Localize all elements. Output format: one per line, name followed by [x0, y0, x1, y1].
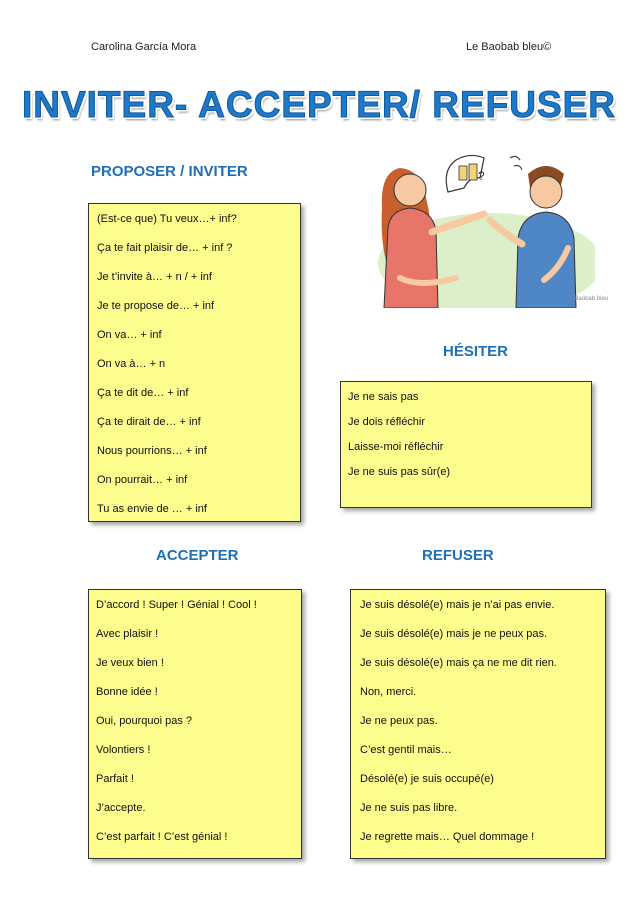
list-item: Oui, pourquoi pas ? — [96, 715, 193, 727]
list-item: Je suis désolé(e) mais ça ne me dit rien. — [360, 657, 557, 669]
list-item: Bonne idée ! — [96, 686, 158, 698]
list-item: Tu as envie de … + inf — [97, 503, 207, 515]
list-item: Je suis désolé(e) mais je ne peux pas. — [360, 628, 548, 640]
svg-text:?: ? — [478, 169, 485, 183]
list-item: Volontiers ! — [96, 744, 151, 756]
list-item: Je ne suis pas sûr(e) — [348, 466, 451, 478]
list-item: On va à… + n — [97, 358, 166, 370]
list-item: Non, merci. — [360, 686, 417, 698]
list-item: Je suis désolé(e) mais je n’ai pas envie. — [360, 599, 555, 611]
list-item: Avec plaisir ! — [96, 628, 159, 640]
list-item: D’accord ! Super ! Génial ! Cool ! — [96, 599, 257, 611]
list-item: Laisse-moi réfléchir — [348, 441, 444, 453]
list-item: Parfait ! — [96, 773, 134, 785]
list-item: Je te propose de… + inf — [97, 300, 215, 312]
refuser-box — [350, 589, 606, 859]
list-item: Ça te dit de… + inf — [97, 387, 189, 399]
list-item: Je t’invite à… + n / + inf — [97, 271, 212, 283]
heading-refuser: REFUSER — [422, 547, 494, 564]
accepter-box — [88, 589, 302, 859]
list-item: J’accepte. — [96, 802, 146, 814]
heading-proposer-inviter: PROPOSER / INVITER — [91, 163, 248, 180]
list-item: Je ne suis pas libre. — [360, 802, 458, 814]
list-item: Ça te dirait de… + inf — [97, 416, 201, 428]
list-item: Nous pourrions… + inf — [97, 445, 207, 457]
heading-accepter: ACCEPTER — [156, 547, 239, 564]
header-author: Carolina García Mora — [91, 41, 197, 53]
list-item: (Est-ce que) Tu veux…+ inf? — [97, 213, 237, 225]
list-item: Je dois réfléchir — [348, 416, 426, 428]
list-item: Je regrette mais… Quel dommage ! — [360, 831, 535, 843]
heading-hesiter: HÉSITER — [443, 343, 509, 360]
list-item: Je ne peux pas. — [360, 715, 438, 727]
list-item: Je ne sais pas — [348, 391, 419, 403]
conversation-illustration — [360, 148, 595, 308]
page-title: INVITER- ACCEPTER/ REFUSER — [21, 84, 617, 125]
header-brand: Le Baobab bleu© — [466, 41, 552, 53]
list-item: Je veux bien ! — [96, 657, 164, 669]
list-item: Ça te fait plaisir de… + inf ? — [97, 242, 233, 254]
list-item: On va… + inf — [97, 329, 162, 341]
list-item: Désolé(e) je suis occupé(e) — [360, 773, 494, 785]
list-item: C’est gentil mais… — [360, 744, 452, 756]
illustration-watermark: ©Baobab bleu — [570, 296, 609, 302]
list-item: On pourrait… + inf — [97, 474, 188, 486]
hesiter-box — [340, 381, 592, 508]
proposer-box — [88, 203, 301, 522]
list-item: C’est parfait ! C’est génial ! — [96, 831, 228, 843]
